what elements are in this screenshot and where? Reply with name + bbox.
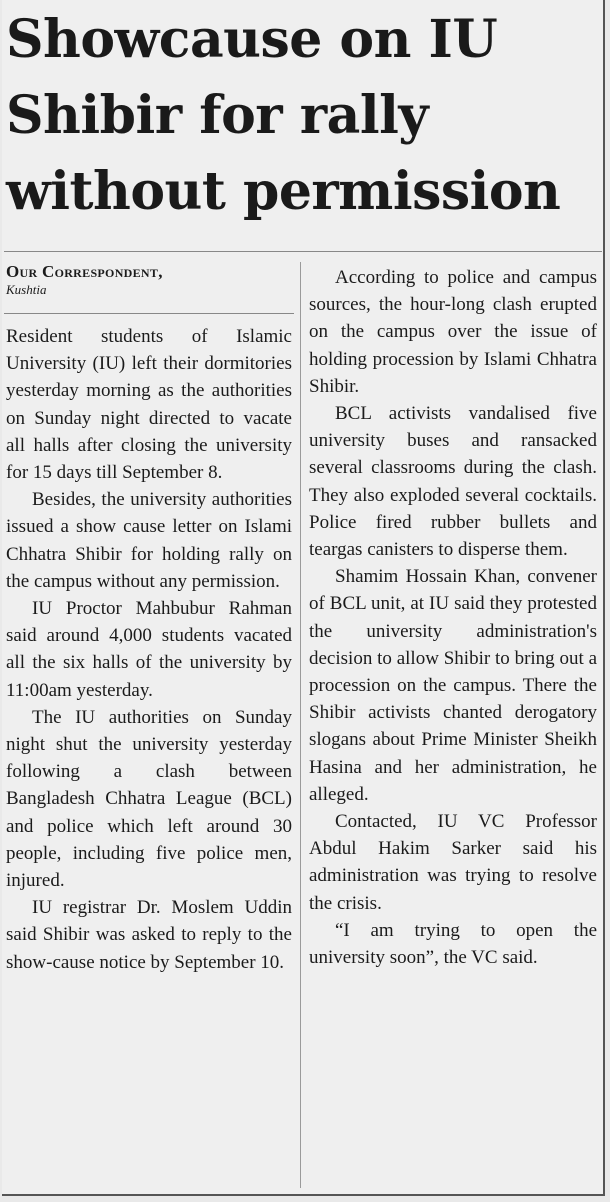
paragraph: “I am trying to open the university soon”, the VC said. <box>309 919 597 969</box>
paragraph: Resident students of Islamic University (IU) left their dormitories yesterday morning as the authorities on Sunday night directed to vacate all halls after closing the university for 15 days till September 8. <box>6 326 292 484</box>
headline-line: Shibir for rally <box>6 85 429 146</box>
byline-rule <box>4 313 294 314</box>
paragraph: IU Proctor Mahbubur Rahman said around 4,000 students vacated all the six halls of the university by 11:00am yesterday. <box>6 598 292 701</box>
byline-location: Kushtia <box>6 282 47 297</box>
headline-line: Showcause on IU <box>6 9 498 70</box>
paragraph: Contacted, IU VC Professor Abdul Hakim Sarker said his administration was trying to resolve the crisis. <box>309 811 597 914</box>
headline-rule <box>4 251 602 252</box>
byline-author: Our Correspondent, <box>6 262 163 281</box>
headline-line: without permission <box>6 161 561 222</box>
paragraph: Shamim Hossain Khan, convener of BCL unit, at IU said they protested the university administration's decision to allow Shibir to bring out a procession on the campus. There the Shibir activists chanted derogatory slogans about Prime Minister Sheikh Hasina and her administration, he alleged. <box>309 566 597 805</box>
paragraph: BCL activists vandalised five university buses and ransacked several classrooms during the clash. They also exploded several cocktails. Police fired rubber bullets and teargas canisters to disperse them. <box>309 403 597 561</box>
byline <box>6 262 296 298</box>
right-column <box>309 264 597 971</box>
paragraph: According to police and campus sources, the hour-long clash erupted on the campus over the issue of holding procession by Islami Chhatra Shibir. <box>309 267 597 397</box>
paragraph: The IU authorities on Sunday night shut the university yesterday following a clash between Bangladesh Chhatra League (BCL) and police which left around 30 people, including five police men, injured. <box>6 706 292 892</box>
headline <box>6 2 604 230</box>
paragraph: Besides, the university authorities issued a show cause letter on Islami Chhatra Shibir for holding rally on the campus without any permission. <box>6 489 292 592</box>
column-divider <box>300 262 301 1188</box>
paragraph: IU registrar Dr. Moslem Uddin said Shibir was asked to reply to the show-cause notice by September 10. <box>6 897 292 973</box>
left-column <box>6 323 292 976</box>
